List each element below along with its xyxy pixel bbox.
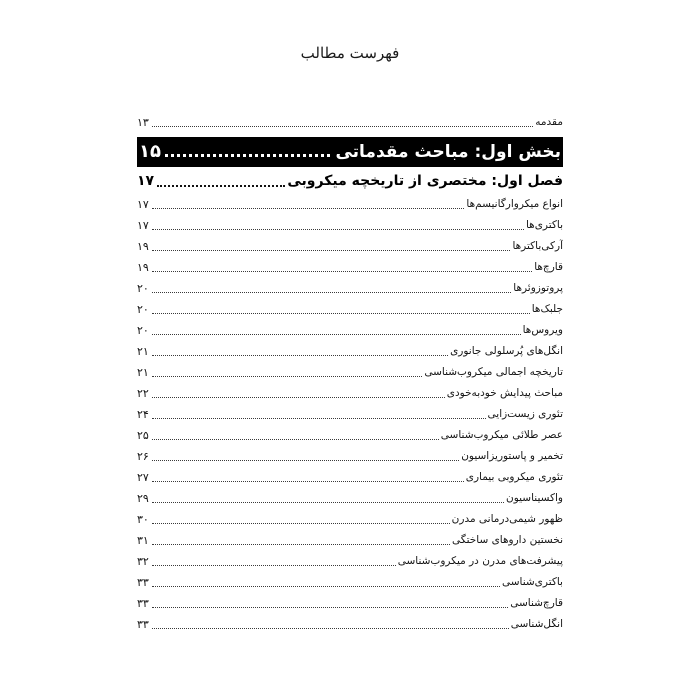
toc-leader-dots	[152, 215, 524, 236]
toc-entry-row[interactable]	[137, 236, 563, 257]
toc-entry-label: آرکی‌باکترها	[512, 240, 563, 252]
toc-leader-dots	[152, 530, 450, 551]
toc-entry-row[interactable]	[137, 593, 563, 614]
toc-entry-label: واکسیناسیون	[506, 492, 563, 504]
toc-entry-page-number: ۱۳	[137, 116, 149, 129]
toc-entry-row[interactable]	[137, 530, 563, 551]
toc-leader-dots	[152, 320, 521, 341]
toc-entry-page-number: ۲۰	[137, 282, 149, 295]
toc-entry-page-number: ۳۳	[137, 597, 149, 610]
toc-entry-row[interactable]	[137, 278, 563, 299]
toc-entry-label: انواع میکروارگانیسم‌ها	[466, 198, 563, 210]
toc-entry-page-number: ۳۳	[137, 618, 149, 631]
toc-leader-dots	[152, 404, 486, 425]
toc-entry-label: تاریخچه اجمالی میکروب‌شناسی	[424, 366, 563, 378]
toc-entry-row[interactable]	[137, 215, 563, 236]
toc-entry-page-number: ۲۹	[137, 492, 149, 505]
toc-leader-dots	[152, 236, 511, 257]
toc-entry-label: باکتری‌ها	[525, 219, 563, 231]
toc-entry-row[interactable]	[137, 341, 563, 362]
toc-leader-dots	[152, 572, 500, 593]
toc-entry-page-number: ۲۱	[137, 366, 149, 379]
toc-leader-dots	[152, 299, 530, 320]
toc-leader-dots	[152, 509, 450, 530]
toc-entry-row[interactable]	[137, 488, 563, 509]
toc-entry-page-number: ۲۲	[137, 387, 149, 400]
toc-entry-row[interactable]	[137, 112, 563, 133]
toc-leader-dots	[157, 169, 285, 194]
toc-leader-dots	[152, 425, 439, 446]
toc-entry-page-number: ۲۰	[137, 324, 149, 337]
toc-entry-page-number: ۳۲	[137, 555, 149, 568]
toc-entry-page-number: ۲۱	[137, 345, 149, 358]
toc-entry-label: ظهور شیمی‌درمانی مدرن	[451, 513, 563, 525]
toc-entry-row[interactable]	[137, 509, 563, 530]
toc-entry-row[interactable]	[137, 614, 563, 635]
toc-entry-label: انگل‌شناسی	[510, 618, 563, 630]
page-title: فهرست مطالب	[300, 44, 400, 62]
toc-leader-dots	[165, 137, 330, 167]
toc-entry-label: پروتوزوئرها	[513, 282, 563, 294]
toc-entry-label: فصل اول: مختصری از تاریخچه میکروبی	[287, 173, 563, 189]
toc-leader-dots	[152, 278, 511, 299]
toc-entry-label: باکتری‌شناسی	[501, 576, 563, 588]
toc-entry-page-number: ۱۷	[137, 198, 149, 211]
toc-entry-row[interactable]	[137, 425, 563, 446]
toc-entry-label: انگل‌های پُرسلولی جانوری	[450, 345, 563, 357]
toc-entry-row[interactable]	[137, 194, 563, 215]
toc-leader-dots	[152, 341, 448, 362]
toc-entry-row[interactable]	[137, 362, 563, 383]
toc-entry-page-number: ۱۷	[137, 219, 149, 232]
toc-entry-row[interactable]	[137, 257, 563, 278]
toc-entry-row[interactable]	[137, 572, 563, 593]
toc-entry-row[interactable]	[137, 551, 563, 572]
toc-entry-page-number: ۱۹	[137, 261, 149, 274]
toc-entry-page-number: ۳۰	[137, 513, 149, 526]
toc-leader-dots	[152, 467, 464, 488]
toc-entry-label: مقدمه	[535, 116, 563, 128]
toc-leader-dots	[152, 112, 533, 133]
toc-entry-label: ویروس‌ها	[522, 324, 563, 336]
toc-entry-page-number: ۲۷	[137, 471, 149, 484]
toc-leader-dots	[152, 362, 423, 383]
toc-entry-label: عصر طلائی میکروب‌شناسی	[440, 429, 563, 441]
toc-entry-page-number: ۱۷	[137, 173, 155, 189]
toc-leader-dots	[152, 257, 532, 278]
toc-entry-row[interactable]	[137, 383, 563, 404]
toc-leader-dots	[152, 383, 445, 404]
toc-leader-dots	[152, 446, 459, 467]
toc-entry-label: پیشرفت‌های مدرن در میکروب‌شناسی	[397, 555, 563, 567]
toc-entry-row[interactable]	[137, 320, 563, 341]
toc-entry-label: جلبک‌ها	[531, 303, 563, 315]
toc-leader-dots	[152, 593, 508, 614]
toc-entry-page-number: ۲۵	[137, 429, 149, 442]
toc-entry-label: تئوری میکروبی بیماری	[465, 471, 563, 483]
toc-entry-label: مباحث پیدایش خودبه‌خودی	[446, 387, 563, 399]
toc-chapter-row[interactable]	[137, 169, 563, 194]
toc-entry-label: تخمیر و پاستوریزاسیون	[461, 450, 563, 462]
table-of-contents	[137, 112, 563, 635]
toc-entry-row[interactable]	[137, 467, 563, 488]
toc-entry-page-number: ۱۵	[139, 141, 161, 162]
toc-leader-dots	[152, 614, 509, 635]
toc-entry-page-number: ۳۱	[137, 534, 149, 547]
toc-entry-row[interactable]	[137, 299, 563, 320]
toc-entry-label: نخستین داروهای ساختگی	[452, 534, 563, 546]
toc-entry-page-number: ۲۴	[137, 408, 149, 421]
toc-entry-label: قارچ‌شناسی	[510, 597, 563, 609]
toc-leader-dots	[152, 194, 465, 215]
toc-entry-page-number: ۲۰	[137, 303, 149, 316]
toc-entry-page-number: ۱۹	[137, 240, 149, 253]
toc-part-row[interactable]	[137, 137, 563, 167]
toc-leader-dots	[152, 551, 396, 572]
toc-entry-label: تئوری زیست‌زایی	[487, 408, 563, 420]
toc-entry-label: قارچ‌ها	[534, 261, 563, 273]
toc-entry-row[interactable]	[137, 446, 563, 467]
toc-entry-page-number: ۲۶	[137, 450, 149, 463]
toc-entry-row[interactable]	[137, 404, 563, 425]
toc-entry-page-number: ۳۳	[137, 576, 149, 589]
toc-leader-dots	[152, 488, 504, 509]
toc-entry-label: بخش اول: مباحث مقدماتی	[335, 142, 561, 162]
